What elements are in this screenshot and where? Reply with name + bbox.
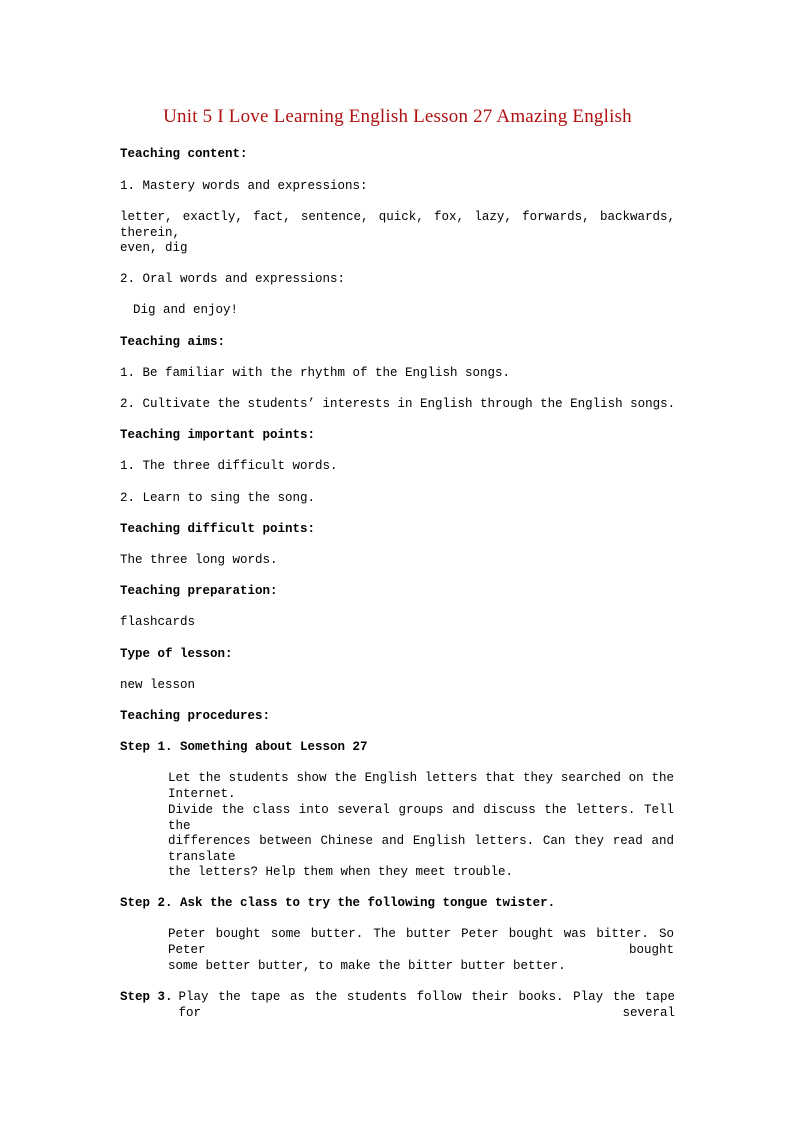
document-title: Unit 5 I Love Learning English Lesson 27 Amazing English: [163, 106, 632, 127]
lesson-type-heading: Type of lesson:: [120, 647, 233, 661]
teaching-content-words-line1: letter, exactly, fact, sentence, quick, fox, lazy, forwards, backwards, therein,: [120, 210, 675, 240]
step1-line3: differences between Chinese and English letters. Can they read and translate: [168, 834, 674, 864]
teaching-aims-item2: 2. Cultivate the students’ interests in English through the English songs.: [120, 397, 676, 411]
lesson-type-text: new lesson: [120, 678, 196, 692]
procedures-heading: Teaching procedures:: [120, 709, 271, 723]
step3-label: Step 3.: [120, 990, 173, 1004]
difficult-points-heading: Teaching difficult points:: [120, 522, 316, 536]
teaching-content-heading: Teaching content:: [120, 147, 248, 161]
teaching-content-item1: 1. Mastery words and expressions:: [120, 179, 368, 193]
teaching-content-words-line2: even, dig: [120, 241, 188, 255]
step1-line4: the letters? Help them when they meet trouble.: [168, 865, 514, 879]
teaching-aims-heading: Teaching aims:: [120, 335, 226, 349]
teaching-content-item2: 2. Oral words and expressions:: [120, 272, 346, 286]
step1-line1: Let the students show the English letters that they searched on the Internet.: [168, 771, 674, 801]
step1-line2: Divide the class into several groups and discuss the letters. Tell the: [168, 803, 674, 833]
preparation-heading: Teaching preparation:: [120, 584, 278, 598]
important-points-item2: 2. Learn to sing the song.: [120, 491, 316, 505]
step2-label: Step 2. Ask the class to try the following tongue twister.: [120, 896, 556, 910]
step2-line2: some better butter, to make the bitter butter better.: [168, 959, 566, 973]
difficult-points-text: The three long words.: [120, 553, 278, 567]
step3-line: [120, 989, 675, 1021]
important-points-heading: Teaching important points:: [120, 428, 316, 442]
step1-label: Step 1. Something about Lesson 27: [120, 740, 368, 754]
step3-text: Play the tape as the students follow their books. Play the tape for several: [178, 990, 675, 1020]
important-points-item1: 1. The three difficult words.: [120, 459, 338, 473]
preparation-text: flashcards: [120, 615, 196, 629]
teaching-content-item2-text: Dig and enjoy!: [133, 303, 239, 317]
teaching-aims-item1: 1. Be familiar with the rhythm of the English songs.: [120, 366, 511, 380]
step2-line1: Peter bought some butter. The butter Peter bought was bitter. So Peter bought: [168, 927, 674, 957]
